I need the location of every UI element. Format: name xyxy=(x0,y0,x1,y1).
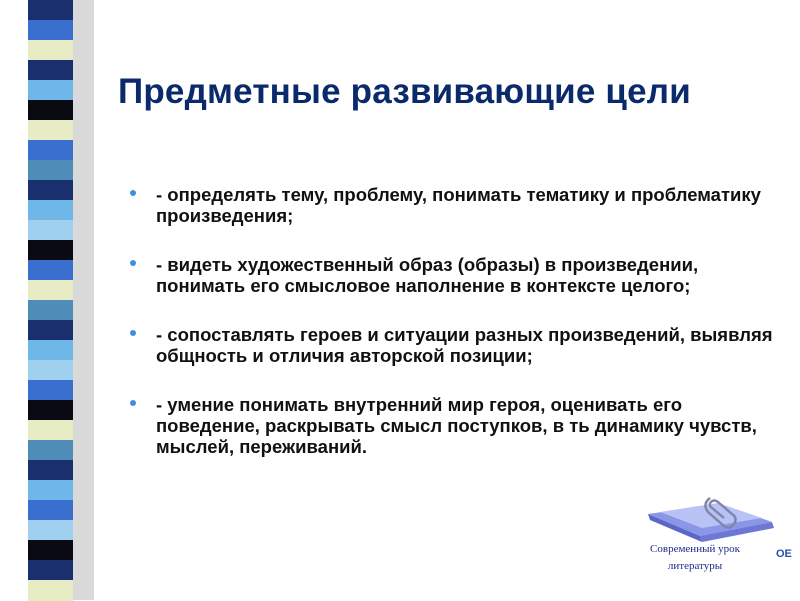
stripe-block xyxy=(28,60,73,81)
list-item xyxy=(130,254,790,296)
stripe-block xyxy=(28,120,73,141)
stripe-block xyxy=(28,400,73,421)
stripe-block xyxy=(28,380,73,401)
decorative-color-stripe xyxy=(0,0,76,600)
list-item-text: - умение понимать внутренний мир героя, оценивать его поведение, раскрывать смысл поступков, в ть динамику чувств, мыслей, переживаний. xyxy=(156,394,757,457)
logo-mark: OE xyxy=(776,548,792,560)
stripe-block xyxy=(28,360,73,381)
stripe-block xyxy=(28,340,73,361)
stripe-block xyxy=(28,500,73,521)
stripe-block xyxy=(28,440,73,461)
bullet-dot-icon xyxy=(130,260,136,266)
stripe-block xyxy=(28,20,73,41)
stripe-block xyxy=(28,240,73,261)
stripe-block xyxy=(28,0,73,21)
bullet-dot-icon xyxy=(130,190,136,196)
bullet-dot-icon xyxy=(130,400,136,406)
stripe-block xyxy=(28,200,73,221)
list-item xyxy=(130,394,790,457)
logo-caption-line2: литературы xyxy=(667,560,723,572)
stripe-block xyxy=(28,420,73,441)
bullet-dot-icon xyxy=(130,330,136,336)
stripe-block xyxy=(28,180,73,201)
list-item-text: - определять тему, проблему, понимать тематику и проблематику произведения; xyxy=(156,184,761,226)
stripe-block xyxy=(28,460,73,481)
stripe-block xyxy=(28,80,73,101)
stripe-block xyxy=(28,300,73,321)
stripe-block xyxy=(28,320,73,341)
stripe-block xyxy=(28,560,73,581)
list-item-text: - сопоставлять героев и ситуации разных произведений, выявляя общность и отличия авторской позиции; xyxy=(156,324,773,366)
list-item xyxy=(130,324,790,366)
stripe-block xyxy=(28,260,73,281)
stripe-block xyxy=(28,160,73,181)
logo-caption-line1: Современный урок xyxy=(650,543,740,555)
list-item xyxy=(130,184,790,226)
stripe-block xyxy=(28,480,73,501)
stripe-block xyxy=(28,540,73,561)
stripe-block xyxy=(28,40,73,61)
slide-title: Предметные развивающие цели xyxy=(118,72,691,111)
stripe-block xyxy=(28,140,73,161)
goals-list xyxy=(130,184,790,485)
stripe-block xyxy=(28,520,73,541)
stripe-block xyxy=(28,100,73,121)
stripe-block xyxy=(28,580,73,601)
list-item-text: - видеть художественный образ (образы) в произведении, понимать его смысловое наполнение в контексте целого; xyxy=(156,254,699,296)
logo-caption xyxy=(640,541,750,575)
stripe-block xyxy=(28,280,73,301)
stripe-block xyxy=(28,220,73,241)
